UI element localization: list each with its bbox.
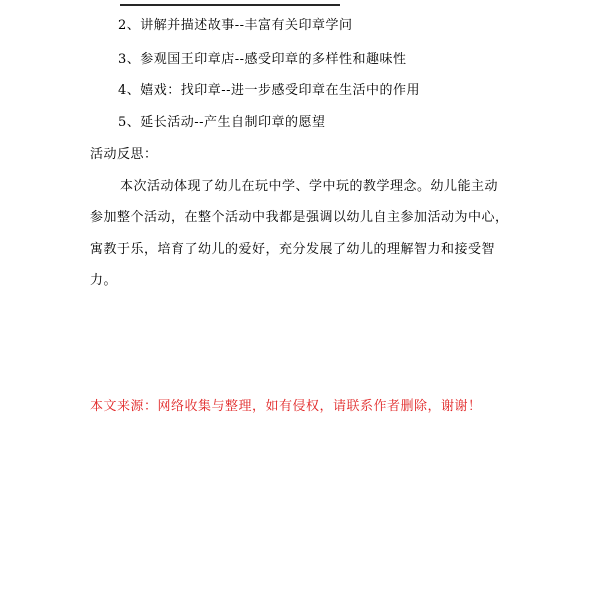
step-5: 5、延长活动--产生自制印章的愿望 [118, 115, 326, 130]
reflection-line-4: 力。 [90, 273, 118, 288]
cut-off-line [120, 0, 340, 12]
step-2: 2、讲解并描述故事--丰富有关印章学问 [118, 18, 353, 33]
source-note: 本文来源：网络收集与整理，如有侵权，请联系作者删除，谢谢！ [90, 399, 482, 414]
step-3: 3、参观国王印章店--感受印章的多样性和趣味性 [118, 52, 407, 67]
reflection-line-3: 寓教于乐，培育了幼儿的爱好，充分发展了幼儿的理解智力和接受智 [90, 242, 496, 257]
step-4: 4、嬉戏：找印章--进一步感受印章在生活中的作用 [118, 83, 421, 98]
reflection-line-1: 本次活动体现了幼儿在玩中学、学中玩的教学理念。幼儿能主动 [120, 179, 499, 194]
reflection-heading: 活动反思： [90, 147, 158, 162]
reflection-line-2: 参加整个活动，在整个活动中我都是强调以幼儿自主参加活动为中心， [90, 210, 509, 225]
